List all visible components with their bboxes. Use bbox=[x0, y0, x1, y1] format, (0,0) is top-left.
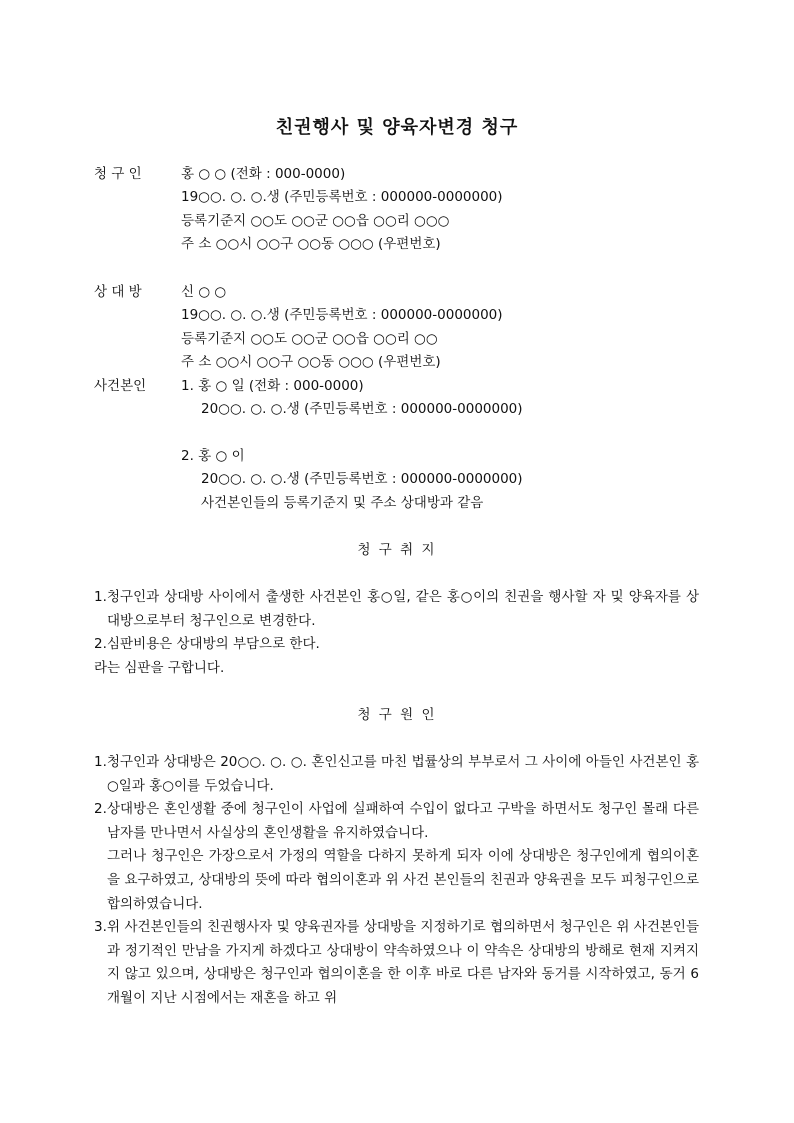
claimant-label: 청 구 인 bbox=[94, 166, 142, 182]
cause-item-2 bbox=[94, 798, 699, 916]
child2-birth-line: 20○○. ○. ○.생 (주민등록번호 : 000000-0000000) bbox=[201, 471, 523, 487]
claimant-name-line: 홍 ○ ○ (전화 : 000-0000) bbox=[181, 166, 346, 182]
item-number: 1. bbox=[94, 589, 107, 605]
respondent-label: 상 대 방 bbox=[94, 284, 142, 300]
respondent-domicile-line: 등록기준지 ○○도 ○○군 ○○읍 ○○리 ○○ bbox=[181, 331, 438, 347]
purpose-closing: 라는 심판을 구합니다. bbox=[94, 659, 225, 676]
item-text: 상대방은 혼인생활 중에 청구인이 사업에 실패하여 수입이 없다고 구박을 하면서도 청구인 몰래 다른 남자를 만나면서 사실상의 혼인생활을 유지하였습니다. bbox=[107, 801, 699, 841]
respondent-address-line: 주 소 ○○시 ○○구 ○○동 ○○○ (우편번호) bbox=[181, 354, 441, 370]
respondent-birth-line: 19○○. ○. ○.생 (주민등록번호 : 000000-0000000) bbox=[181, 307, 503, 323]
purpose-heading: 청 구 취 지 bbox=[357, 542, 437, 558]
item-continuation: 그러나 청구인은 가장으로서 가정의 역할을 다하지 못하게 되자 이에 상대방은 청구인에게 협의이혼을 요구하였고, 상대방의 뜻에 따라 협의이혼과 위 사건 본인들의 친권과 양육권을 모두 피청구인으로 합의하였습니다. bbox=[107, 848, 699, 912]
item-number: 2. bbox=[94, 636, 107, 653]
item-text: 청구인과 상대방 사이에서 출생한 사건본인 홍○일, 같은 홍○이의 친권을 행사할 자 및 양육자를 상대방으로부터 청구인으로 변경한다. bbox=[107, 589, 699, 629]
cause-section bbox=[94, 751, 699, 1011]
purpose-item-1 bbox=[94, 586, 699, 633]
item-number: 2. bbox=[94, 801, 107, 818]
child2-name-line: 2. 홍 ○ 이 bbox=[181, 448, 245, 464]
claimant-address-line: 주 소 ○○시 ○○구 ○○동 ○○○ (우편번호) bbox=[181, 236, 441, 252]
principals-note: 사건본인들의 등록기준지 및 주소 상대방과 같음 bbox=[201, 495, 484, 511]
item-number: 1. bbox=[94, 754, 107, 770]
principals-label: 사건본인 bbox=[94, 378, 147, 394]
purpose-section bbox=[94, 586, 699, 680]
document-title: 친권행사 및 양육자변경 청구 bbox=[275, 117, 519, 138]
item-number: 3. bbox=[94, 919, 107, 936]
item-text: 위 사건본인들의 친권행사자 및 양육권자를 상대방을 지정하기로 협의하면서 청구인은 위 사건본인들과 정기적인 만남을 가지게 하겠다고 상대방이 약속하였으나 이 약속은 상대방의 방해로 현재 지켜지지 않고 있으며, 상대방은 청구인과 협의이혼을 한 이후 바로 다른 남자와 동거를 시작하였고, 동거 6개월이 지난 시점에서는 재혼을 하고 위 bbox=[107, 919, 699, 1006]
purpose-item-2 bbox=[94, 633, 699, 657]
cause-heading: 청 구 원 인 bbox=[357, 707, 437, 723]
claimant-birth-line: 19○○. ○. ○.생 (주민등록번호 : 000000-0000000) bbox=[181, 189, 503, 205]
cause-item-1 bbox=[94, 751, 699, 798]
child1-name-line: 1. 홍 ○ 일 (전화 : 000-0000) bbox=[181, 378, 364, 394]
item-text: 심판비용은 상대방의 부담으로 한다. bbox=[107, 636, 320, 653]
respondent-name-line: 신 ○ ○ bbox=[181, 284, 227, 300]
child1-birth-line: 20○○. ○. ○.생 (주민등록번호 : 000000-0000000) bbox=[201, 401, 523, 417]
item-text: 청구인과 상대방은 20○○. ○. ○. 혼인신고를 마친 법률상의 부부로서 그 사이에 아들인 사건본인 홍○일과 홍○이를 두었습니다. bbox=[107, 754, 699, 794]
cause-item-3 bbox=[94, 916, 699, 1010]
claimant-domicile-line: 등록기준지 ○○도 ○○군 ○○읍 ○○리 ○○○ bbox=[181, 213, 450, 229]
